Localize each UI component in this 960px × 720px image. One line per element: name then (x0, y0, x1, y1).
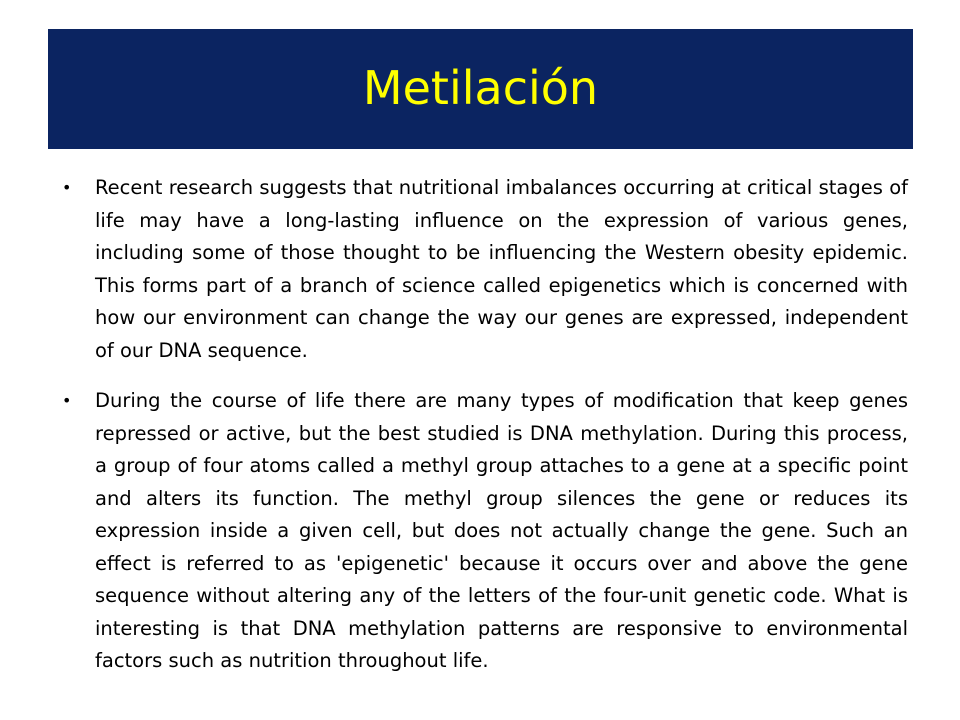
bullet-text: During the course of life there are many types of modification that keep genes repressed or active, but the best studied is DNA methylation. During this process, a group of four atoms called a methyl group attaches to a gene at a specific point and alters its function. The methyl group silences the gene or reduces its expression inside a given cell, but does not actually change the gene. Such an effect is referred to as 'epigenetic' because it occurs over and above the gene sequence without altering any of the letters of the four-unit genetic code. What is interesting is that DNA methylation patterns are responsive to environmental factors such as nutrition throughout life. (95, 389, 908, 672)
slide-title: Metilación (362, 61, 599, 115)
slide-body (62, 172, 908, 696)
bullet-marker: • (62, 391, 72, 410)
bullet-marker: • (62, 178, 72, 197)
bullet-item (62, 385, 908, 678)
title-banner (48, 29, 913, 149)
bullet-text: Recent research suggests that nutritional imbalances occurring at critical stages of life may have a long-lasting influence on the expression of various genes, including some of those thought to be influencing the Western obesity epidemic. This forms part of a branch of science called epigenetics which is concerned with how our environment can change the way our genes are expressed, independent of our DNA sequence. (95, 176, 908, 362)
bullet-item (62, 172, 908, 367)
